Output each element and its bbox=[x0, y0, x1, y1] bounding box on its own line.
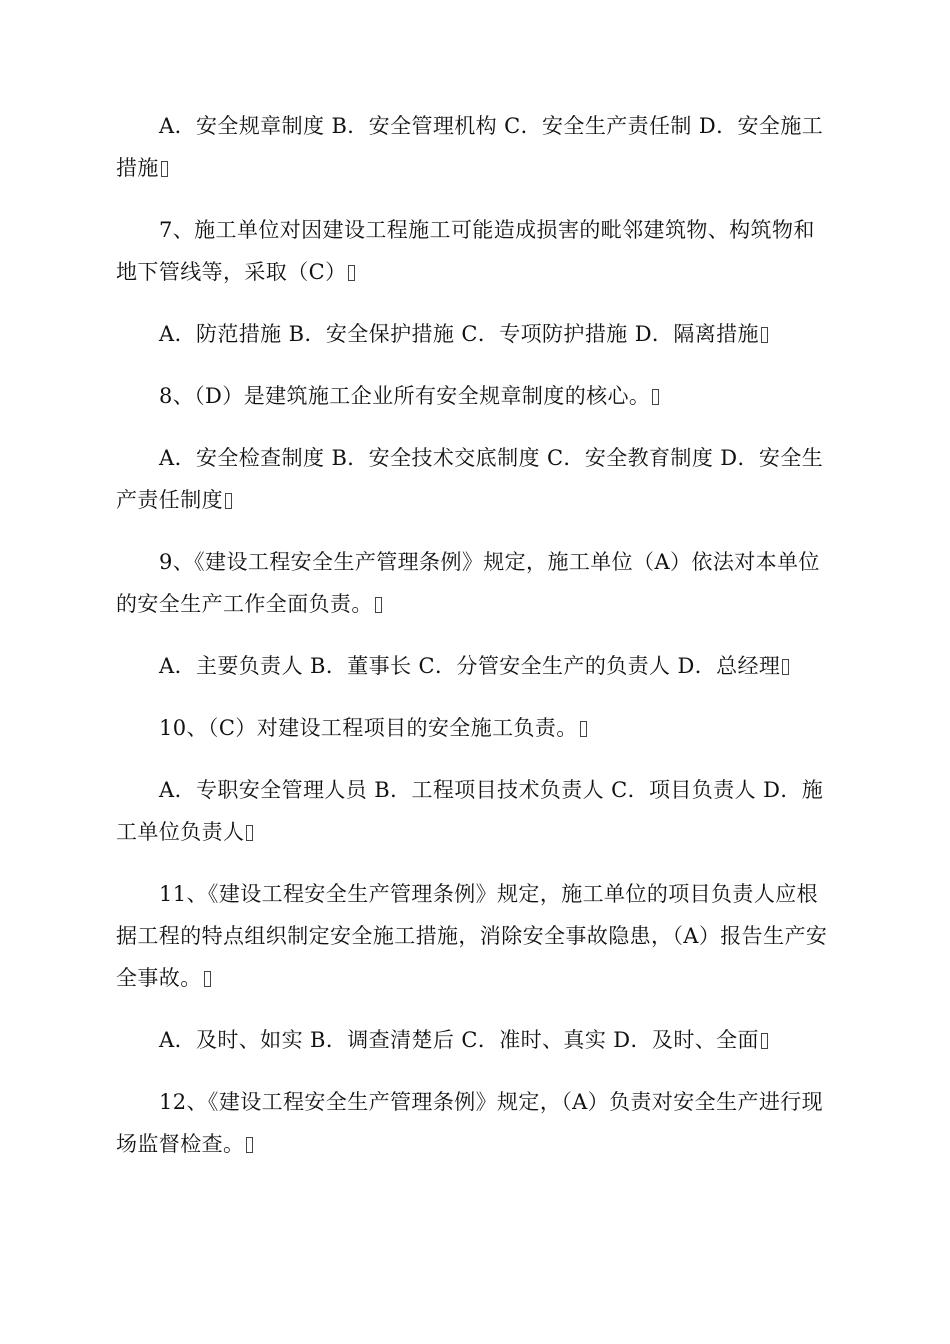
paragraph-mark-icon bbox=[761, 1033, 768, 1049]
paragraph-mark-icon bbox=[375, 597, 382, 613]
question-11: 11、《建设工程安全生产管理条例》规定，施工单位的项目负责人应根据工程的特点组织制定安全施工措施，消除安全事故隐患，（A）报告生产安全事故。 bbox=[116, 882, 828, 990]
paragraph-mark-icon bbox=[348, 265, 355, 281]
paragraph-mark-icon bbox=[204, 971, 211, 987]
question-12: 12、《建设工程安全生产管理条例》规定，（A）负责对安全生产进行现场监督检查。 bbox=[116, 1090, 824, 1156]
option-line-q9: A．主要负责人 B．董事长 C．分管安全生产的负责人 D．总经理 bbox=[116, 645, 836, 687]
paragraph-mark-icon bbox=[580, 721, 587, 737]
question-7: 7、施工单位对因建设工程施工可能造成损害的毗邻建筑物、构筑物和地下管线等，采取（C） bbox=[116, 218, 815, 284]
option-line-q8: A．安全检查制度 B．安全技术交底制度 C．安全教育制度 D．安全生产责任制度 bbox=[116, 446, 824, 512]
paragraph-mark-icon bbox=[782, 659, 789, 675]
paragraph-mark-icon bbox=[161, 161, 168, 177]
paragraph-mark-icon bbox=[246, 825, 253, 841]
question-10: 10、（C）对建设工程项目的安全施工负责。 bbox=[116, 707, 836, 749]
question-9: 9、《建设工程安全生产管理条例》规定，施工单位（A）依法对本单位的安全生产工作全面负责。 bbox=[116, 550, 820, 616]
option-line-q11: A．及时、如实 B．调查清楚后 C．准时、真实 D．及时、全面 bbox=[116, 1019, 836, 1061]
paragraph-mark-icon bbox=[761, 327, 768, 343]
option-line-q7: A．防范措施 B．安全保护措施 C．专项防护措施 D．隔离措施 bbox=[116, 313, 836, 355]
option-line-q10: A．专职安全管理人员 B．工程项目技术负责人 C．项目负责人 D．施工单位负责人 bbox=[116, 778, 824, 844]
paragraph-mark-icon bbox=[246, 1137, 253, 1153]
paragraph-mark-icon bbox=[652, 389, 659, 405]
question-8: 8、（D）是建筑施工企业所有安全规章制度的核心。 bbox=[116, 375, 836, 417]
paragraph-mark-icon bbox=[225, 493, 232, 509]
option-line-q6: A．安全规章制度 B．安全管理机构 C．安全生产责任制 D．安全施工措施 bbox=[116, 114, 824, 180]
document-body bbox=[116, 105, 836, 1185]
